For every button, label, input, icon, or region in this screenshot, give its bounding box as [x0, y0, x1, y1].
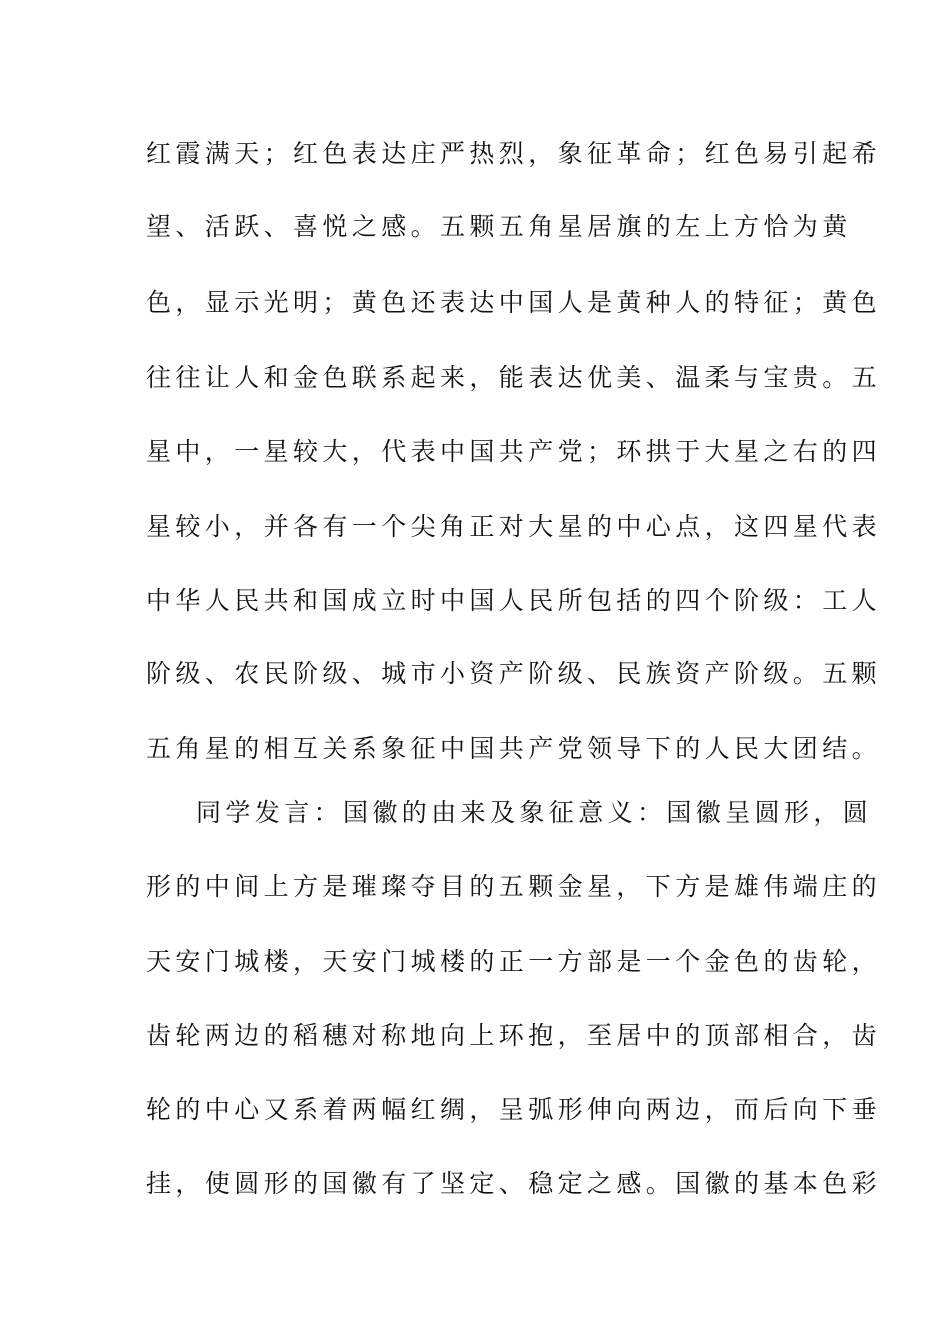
- text-line: 天安门城楼，天安门城楼的正一方部是一个金色的齿轮，: [146, 947, 882, 976]
- paragraph-first-line: 同学发言：国徽的由来及象征意义：国徽呈圆形，圆: [196, 798, 873, 827]
- text-line: 形的中间上方是璀璨夺目的五颗金星，下方是雄伟端庄的: [146, 872, 882, 901]
- text-line: 星中，一星较大，代表中国共产党；环拱于大星之右的四: [146, 437, 882, 466]
- text-line: 五角星的相互关系象征中国共产党领导下的人民大团结。: [146, 734, 882, 763]
- text-line: 色，显示光明；黄色还表达中国人是黄种人的特征；黄色: [146, 288, 882, 317]
- text-line: 往往让人和金色联系起来，能表达优美、温柔与宝贵。五: [146, 363, 882, 392]
- text-line: 望、活跃、喜悦之感。五颗五角星居旗的左上方恰为黄: [146, 212, 852, 241]
- text-line: 中华人民共和国成立时中国人民所包括的四个阶级：工人: [146, 586, 882, 615]
- text-line: 挂，使圆形的国徽有了坚定、稳定之感。国徽的基本色彩: [146, 1169, 882, 1198]
- text-line: 齿轮两边的稻穗对称地向上环抱，至居中的顶部相合，齿: [146, 1021, 882, 1050]
- text-line: 星较小，并各有一个尖角正对大星的中心点，这四星代表: [146, 512, 882, 541]
- text-line: 轮的中心又系着两幅红绸，呈弧形伸向两边，而后向下垂: [146, 1095, 882, 1124]
- text-line: 阶级、农民阶级、城市小资产阶级、民族资产阶级。五颗: [146, 659, 882, 688]
- text-line: 红霞满天；红色表达庄严热烈，象征革命；红色易引起希: [146, 139, 882, 168]
